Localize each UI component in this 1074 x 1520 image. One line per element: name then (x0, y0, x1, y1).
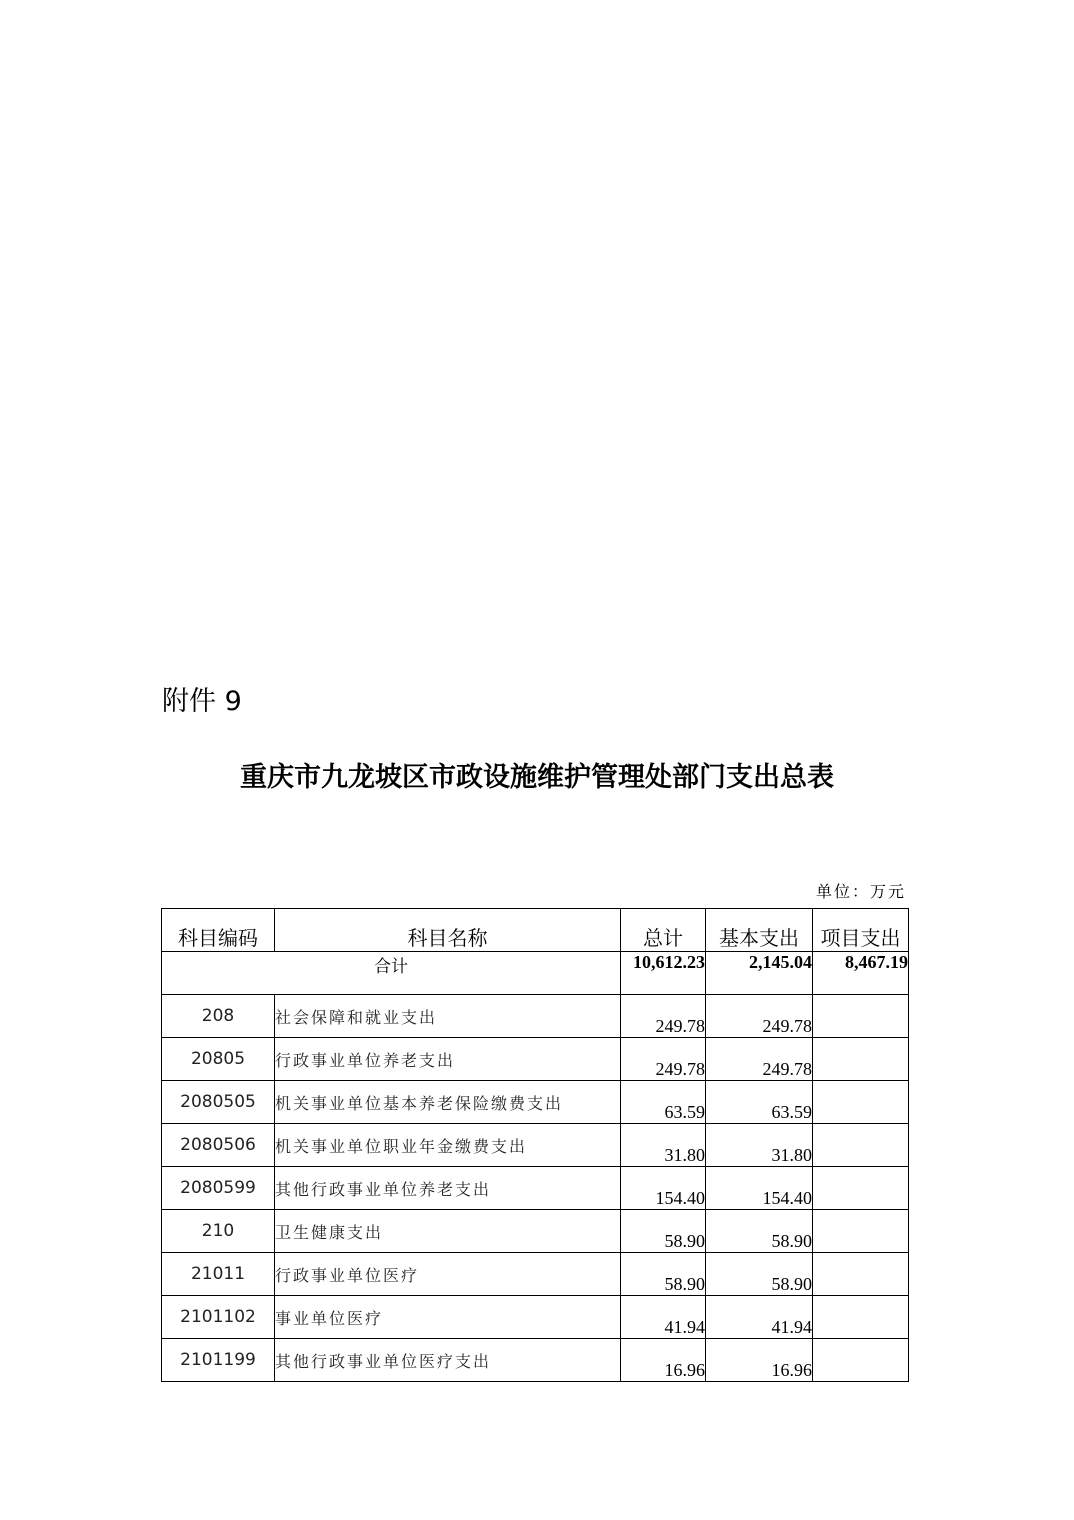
expense-table (161, 908, 909, 1382)
row-basic: 249.78 (706, 1038, 813, 1081)
total-total: 10,612.23 (621, 952, 706, 995)
row-basic: 63.59 (706, 1081, 813, 1124)
row-project (813, 1253, 909, 1296)
row-project (813, 1210, 909, 1253)
row-basic: 16.96 (706, 1339, 813, 1382)
row-total: 16.96 (621, 1339, 706, 1382)
table-header-row (162, 909, 909, 952)
row-total: 249.78 (621, 1038, 706, 1081)
table-row (162, 1124, 909, 1167)
row-code: 2080506 (162, 1124, 275, 1167)
row-name: 其他行政事业单位医疗支出 (275, 1339, 621, 1382)
header-code: 科目编码 (162, 909, 275, 952)
table-row (162, 1339, 909, 1382)
row-name: 行政事业单位医疗 (275, 1253, 621, 1296)
row-code: 2101102 (162, 1296, 275, 1339)
row-code: 21011 (162, 1253, 275, 1296)
row-total: 31.80 (621, 1124, 706, 1167)
row-total: 58.90 (621, 1210, 706, 1253)
row-project (813, 1167, 909, 1210)
total-row (162, 952, 909, 995)
row-total: 154.40 (621, 1167, 706, 1210)
row-name: 卫生健康支出 (275, 1210, 621, 1253)
page-title: 重庆市九龙坡区市政设施维护管理处部门支出总表 (240, 762, 834, 793)
table-row (162, 995, 909, 1038)
row-name: 其他行政事业单位养老支出 (275, 1167, 621, 1210)
row-basic: 154.40 (706, 1167, 813, 1210)
row-total: 58.90 (621, 1253, 706, 1296)
row-name: 行政事业单位养老支出 (275, 1038, 621, 1081)
row-project (813, 1339, 909, 1382)
table-row (162, 1253, 909, 1296)
header-basic: 基本支出 (706, 909, 813, 952)
row-name: 机关事业单位基本养老保险缴费支出 (275, 1081, 621, 1124)
row-total: 249.78 (621, 995, 706, 1038)
header-project: 项目支出 (813, 909, 909, 952)
row-project (813, 1296, 909, 1339)
row-name: 社会保障和就业支出 (275, 995, 621, 1038)
total-project: 8,467.19 (813, 952, 909, 995)
table-row (162, 1167, 909, 1210)
row-project (813, 1081, 909, 1124)
row-project (813, 1038, 909, 1081)
row-code: 20805 (162, 1038, 275, 1081)
row-code: 210 (162, 1210, 275, 1253)
row-basic: 41.94 (706, 1296, 813, 1339)
unit-label: 单位：万元 (815, 882, 906, 901)
table-row (162, 1038, 909, 1081)
table-row (162, 1296, 909, 1339)
total-basic: 2,145.04 (706, 952, 813, 995)
row-basic: 58.90 (706, 1253, 813, 1296)
table-row (162, 1081, 909, 1124)
total-label: 合计 (162, 952, 621, 995)
row-code: 208 (162, 995, 275, 1038)
attachment-label: 附件 9 (162, 686, 242, 717)
row-code: 2101199 (162, 1339, 275, 1382)
row-basic: 31.80 (706, 1124, 813, 1167)
row-project (813, 995, 909, 1038)
table-row (162, 1210, 909, 1253)
row-basic: 58.90 (706, 1210, 813, 1253)
row-total: 41.94 (621, 1296, 706, 1339)
row-name: 事业单位医疗 (275, 1296, 621, 1339)
header-name: 科目名称 (275, 909, 621, 952)
row-basic: 249.78 (706, 995, 813, 1038)
row-project (813, 1124, 909, 1167)
row-code: 2080599 (162, 1167, 275, 1210)
row-name: 机关事业单位职业年金缴费支出 (275, 1124, 621, 1167)
row-total: 63.59 (621, 1081, 706, 1124)
header-total: 总计 (621, 909, 706, 952)
row-code: 2080505 (162, 1081, 275, 1124)
